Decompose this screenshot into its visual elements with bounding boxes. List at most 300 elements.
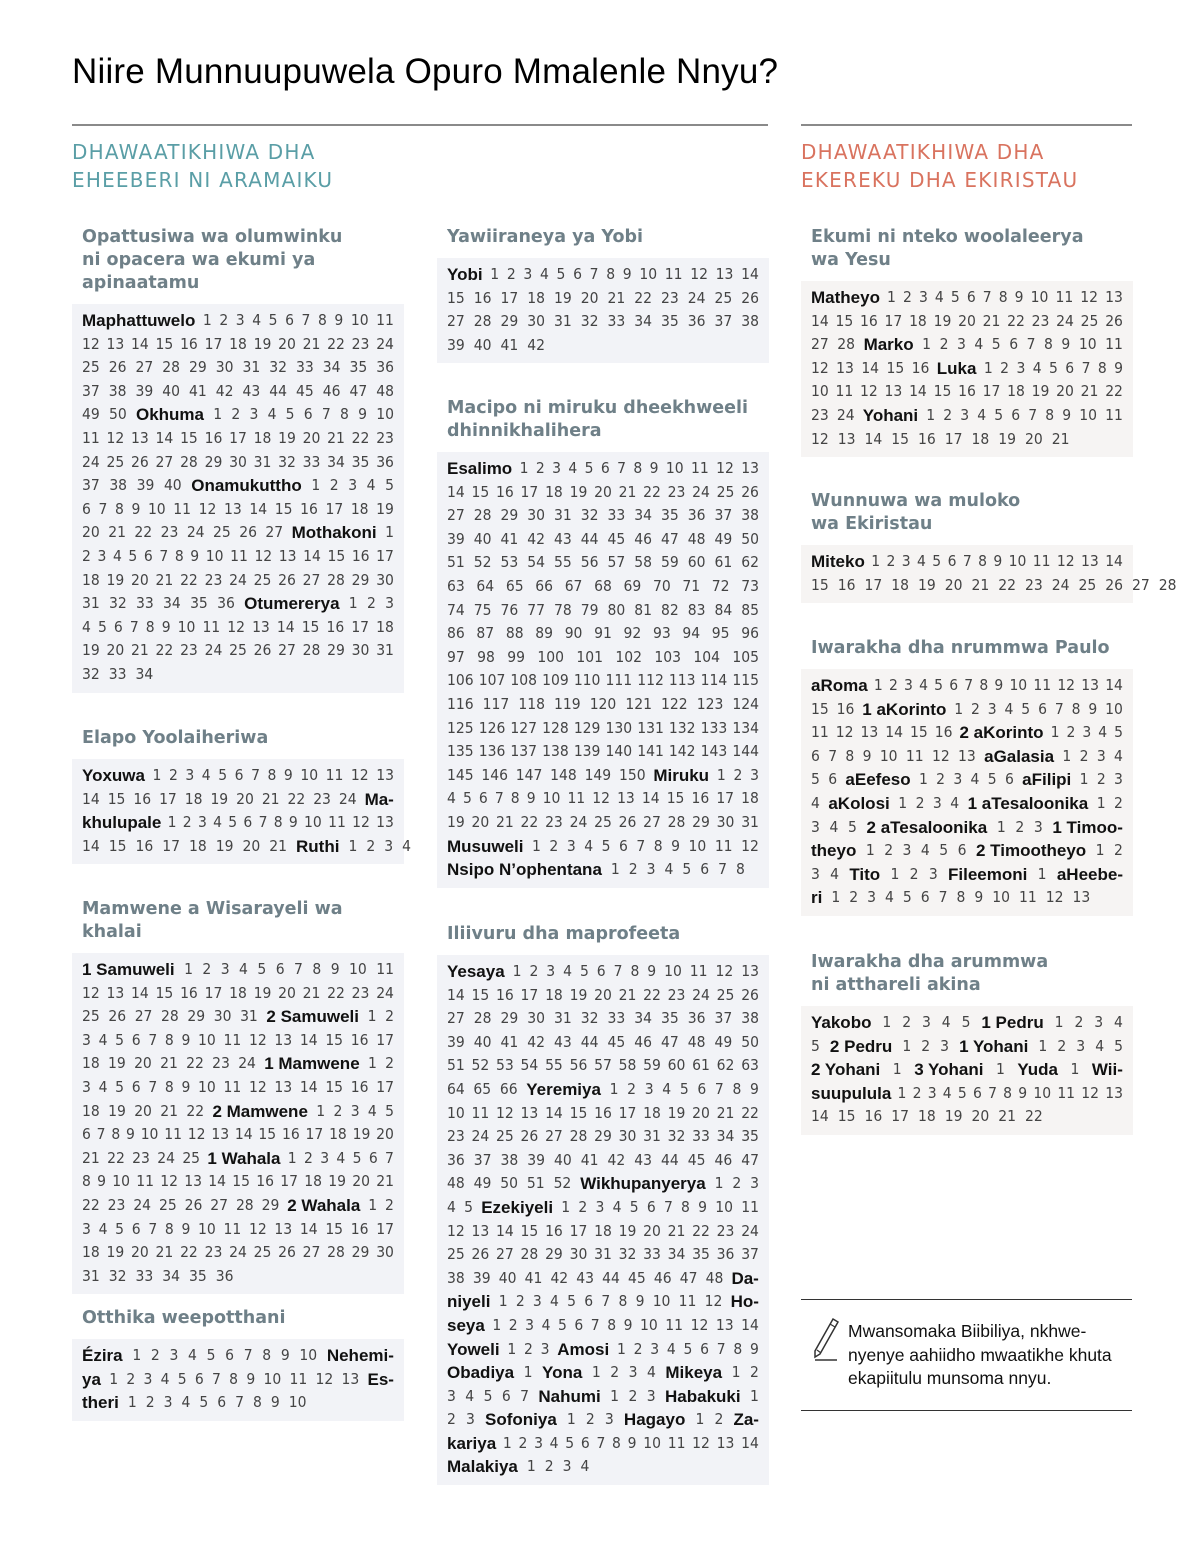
chapter-checkbox[interactable]: 26 [1105, 311, 1123, 330]
chapter-checkbox[interactable]: 3 [97, 546, 107, 565]
chapter-checkbox[interactable]: 65 [473, 1079, 492, 1098]
chapter-checkbox[interactable]: 30 [215, 358, 234, 377]
chapter-checkbox[interactable]: 3 [566, 836, 576, 855]
chapter-checkbox[interactable]: 5 [567, 1292, 577, 1311]
chapter-checkbox[interactable]: 34 [135, 664, 154, 683]
chapter-checkbox[interactable]: 9 [288, 813, 298, 832]
chapter-checkbox[interactable]: 10 [304, 813, 322, 832]
chapter-checkbox[interactable]: 7 [212, 1369, 221, 1388]
chapter-checkbox[interactable]: 17 [229, 428, 247, 447]
chapter-checkbox[interactable]: 24 [836, 405, 855, 424]
chapter-checkbox[interactable]: 12 [254, 546, 273, 565]
chapter-checkbox[interactable]: 4 [830, 864, 840, 883]
chapter-checkbox[interactable]: 86 [447, 624, 465, 643]
chapter-checkbox[interactable]: 43 [576, 1268, 595, 1287]
chapter-checkbox[interactable]: 23 [667, 985, 686, 1004]
chapter-checkbox[interactable]: 5 [385, 476, 394, 495]
chapter-checkbox[interactable]: 6 [303, 405, 313, 424]
chapter-checkbox[interactable]: 72 [711, 576, 730, 595]
chapter-checkbox[interactable]: 2 [633, 1339, 643, 1358]
chapter-checkbox[interactable]: 25 [594, 812, 612, 831]
chapter-checkbox[interactable]: 10 [688, 836, 707, 855]
chapter-checkbox[interactable]: 9 [635, 1292, 645, 1311]
chapter-checkbox[interactable]: 2 [549, 836, 559, 855]
chapter-checkbox[interactable]: 14 [811, 311, 829, 330]
chapter-checkbox[interactable]: 16 [860, 311, 878, 330]
chapter-checkbox[interactable]: 19 [106, 1243, 125, 1262]
chapter-checkbox[interactable]: 12 [187, 1125, 206, 1144]
chapter-checkbox[interactable]: 8 [164, 1030, 174, 1049]
chapter-checkbox[interactable]: 46 [714, 1150, 733, 1169]
chapter-checkbox[interactable]: 7 [718, 860, 728, 879]
chapter-checkbox[interactable]: 4 [568, 459, 578, 477]
chapter-checkbox[interactable]: 4 [1095, 1036, 1105, 1055]
chapter-checkbox[interactable]: 27 [210, 1195, 229, 1214]
chapter-checkbox[interactable]: 4 [541, 1315, 551, 1334]
chapter-checkbox[interactable]: 37 [741, 1245, 759, 1264]
chapter-checkbox[interactable]: 5 [682, 860, 692, 879]
chapter-checkbox[interactable]: 22 [287, 789, 306, 808]
chapter-checkbox[interactable]: 12 [715, 962, 734, 980]
chapter-checkbox[interactable]: 17 [351, 617, 370, 636]
chapter-checkbox[interactable]: 13 [131, 428, 149, 447]
chapter-checkbox[interactable]: 5 [228, 813, 238, 832]
chapter-checkbox[interactable]: 36 [716, 1245, 735, 1264]
chapter-checkbox[interactable]: 1 [367, 1054, 377, 1073]
chapter-checkbox[interactable]: 66 [499, 1079, 518, 1098]
chapter-checkbox[interactable]: 25 [213, 523, 231, 542]
chapter-checkbox[interactable]: 2 [1074, 1013, 1084, 1031]
chapter-checkbox[interactable]: 6 [131, 1077, 141, 1096]
chapter-checkbox[interactable]: 12 [248, 1077, 267, 1096]
chapter-checkbox[interactable]: 132 [668, 718, 696, 737]
chapter-checkbox[interactable]: 12 [248, 1030, 267, 1049]
chapter-checkbox[interactable]: 2 [145, 1393, 155, 1412]
chapter-checkbox[interactable]: 4 [267, 405, 277, 424]
chapter-checkbox[interactable]: 11 [1105, 335, 1123, 354]
chapter-checkbox[interactable]: 2 [714, 1410, 724, 1429]
chapter-checkbox[interactable]: 18 [741, 789, 759, 808]
chapter-checkbox[interactable]: 28 [302, 641, 321, 660]
chapter-checkbox[interactable]: 14 [303, 546, 321, 565]
chapter-checkbox[interactable]: 8 [612, 1433, 621, 1452]
chapter-checkbox[interactable]: 15 [933, 382, 952, 401]
chapter-checkbox[interactable]: 19 [108, 1101, 126, 1120]
chapter-checkbox[interactable]: 12 [198, 499, 217, 518]
chapter-checkbox[interactable]: 8 [979, 676, 989, 694]
chapter-checkbox[interactable]: 34 [327, 452, 345, 471]
chapter-checkbox[interactable]: 79 [580, 600, 599, 619]
chapter-checkbox[interactable]: 146 [481, 765, 509, 784]
chapter-checkbox[interactable]: 38 [108, 381, 127, 400]
chapter-checkbox[interactable]: 19 [108, 1054, 126, 1073]
chapter-checkbox[interactable]: 28 [473, 312, 492, 331]
chapter-checkbox[interactable]: 30 [569, 1245, 588, 1264]
chapter-checkbox[interactable]: 3 [163, 1393, 173, 1412]
chapter-checkbox[interactable]: 20 [82, 523, 100, 542]
chapter-checkbox[interactable]: 29 [351, 570, 370, 589]
chapter-checkbox[interactable]: 9 [1062, 405, 1072, 424]
chapter-checkbox[interactable]: 23 [204, 1243, 223, 1262]
chapter-checkbox[interactable]: 16 [256, 1172, 274, 1191]
chapter-checkbox[interactable]: 2 [886, 552, 896, 570]
chapter-checkbox[interactable]: 4 [201, 766, 211, 784]
chapter-checkbox[interactable]: 31 [594, 1245, 612, 1264]
chapter-checkbox[interactable]: 5 [115, 1219, 125, 1238]
chapter-checkbox[interactable]: 51 [447, 1056, 465, 1075]
chapter-checkbox[interactable]: 116 [447, 694, 474, 713]
chapter-checkbox[interactable]: 3 [644, 1079, 654, 1098]
chapter-checkbox[interactable]: 7 [258, 813, 268, 832]
chapter-checkbox[interactable]: 2 [936, 770, 946, 789]
chapter-checkbox[interactable]: 40 [473, 529, 492, 548]
chapter-checkbox[interactable]: 29 [204, 452, 223, 471]
chapter-checkbox[interactable]: 5 [1049, 358, 1058, 377]
chapter-checkbox[interactable]: 22 [155, 641, 174, 660]
chapter-checkbox[interactable]: 48 [447, 1174, 465, 1193]
chapter-checkbox[interactable]: 6 [217, 1393, 227, 1412]
chapter-checkbox[interactable]: 30 [716, 812, 735, 831]
chapter-checkbox[interactable]: 30 [527, 1009, 545, 1028]
chapter-checkbox[interactable]: 9 [1018, 1083, 1028, 1102]
chapter-checkbox[interactable]: 8 [845, 746, 855, 765]
chapter-checkbox[interactable]: 11 [223, 1077, 242, 1096]
chapter-checkbox[interactable]: 2 [732, 1174, 742, 1193]
chapter-checkbox[interactable]: 1 [184, 960, 193, 978]
chapter-checkbox[interactable]: 136 [478, 742, 506, 761]
chapter-checkbox[interactable]: 11 [905, 746, 924, 765]
chapter-checkbox[interactable]: 13 [617, 789, 635, 808]
chapter-checkbox[interactable]: 14 [864, 429, 883, 448]
chapter-checkbox[interactable]: 4 [82, 617, 91, 636]
chapter-checkbox[interactable]: 1 [865, 841, 875, 860]
chapter-checkbox[interactable]: 32 [278, 452, 296, 471]
chapter-checkbox[interactable]: 12 [811, 429, 829, 448]
chapter-checkbox[interactable]: 7 [159, 546, 169, 565]
chapter-checkbox[interactable]: 34 [634, 506, 652, 525]
chapter-checkbox[interactable]: 17 [376, 1030, 394, 1049]
chapter-checkbox[interactable]: 2 [1114, 841, 1123, 860]
chapter-checkbox[interactable]: 4 [1114, 1013, 1123, 1031]
chapter-checkbox[interactable]: 38 [741, 312, 759, 331]
chapter-checkbox[interactable]: 10 [1009, 676, 1028, 694]
chapter-checkbox[interactable]: 2 [304, 1148, 313, 1167]
chapter-checkbox[interactable]: 1 [367, 1007, 377, 1026]
chapter-checkbox[interactable]: 149 [584, 765, 612, 784]
chapter-checkbox[interactable]: 127 [510, 718, 538, 737]
chapter-checkbox[interactable]: 10 [140, 1125, 159, 1144]
chapter-checkbox[interactable]: 18 [229, 983, 247, 1002]
chapter-checkbox[interactable]: 4 [647, 1363, 656, 1382]
chapter-checkbox[interactable]: 8 [1044, 335, 1053, 354]
chapter-checkbox[interactable]: 3 [348, 476, 358, 495]
chapter-checkbox[interactable]: 34 [634, 1009, 652, 1028]
chapter-checkbox[interactable]: 1 [898, 793, 908, 812]
chapter-checkbox[interactable]: 9 [623, 1315, 633, 1334]
chapter-checkbox[interactable]: 12 [82, 983, 100, 1002]
chapter-checkbox[interactable]: 3 [811, 864, 820, 883]
chapter-checkbox[interactable]: 23 [376, 428, 394, 447]
chapter-checkbox[interactable]: 7 [589, 265, 599, 283]
chapter-checkbox[interactable]: 11 [689, 962, 708, 980]
chapter-checkbox[interactable]: 70 [652, 576, 671, 595]
chapter-checkbox[interactable]: 33 [296, 358, 314, 377]
chapter-checkbox[interactable]: 15 [811, 575, 829, 594]
chapter-checkbox[interactable]: 24 [204, 641, 223, 660]
chapter-checkbox[interactable]: 9 [181, 1219, 191, 1238]
chapter-checkbox[interactable]: 3 [447, 1386, 456, 1405]
chapter-checkbox[interactable]: 19 [998, 429, 1016, 448]
chapter-checkbox[interactable]: 2 [515, 1292, 525, 1311]
chapter-checkbox[interactable]: 26 [278, 1243, 296, 1262]
chapter-checkbox[interactable]: 65 [505, 576, 524, 595]
chapter-checkbox[interactable]: 21 [155, 570, 174, 589]
chapter-checkbox[interactable]: 7 [235, 1393, 244, 1412]
chapter-checkbox[interactable]: 2 [943, 405, 953, 424]
chapter-checkbox[interactable]: 25 [253, 1243, 272, 1262]
chapter-checkbox[interactable]: 97 [447, 647, 465, 666]
chapter-checkbox[interactable]: 3 [940, 1036, 950, 1055]
chapter-checkbox[interactable]: 18 [545, 482, 563, 501]
chapter-checkbox[interactable]: 8 [978, 552, 987, 570]
chapter-checkbox[interactable]: 20 [643, 1221, 661, 1240]
chapter-checkbox[interactable]: 12 [496, 1103, 514, 1122]
chapter-checkbox[interactable]: 2 [849, 888, 859, 907]
chapter-checkbox[interactable]: 10 [198, 1077, 216, 1096]
chapter-checkbox[interactable]: 63 [447, 576, 465, 595]
chapter-checkbox[interactable]: 2 [884, 841, 894, 860]
chapter-checkbox[interactable]: 3 [82, 1077, 91, 1096]
chapter-checkbox[interactable]: 27 [447, 312, 465, 331]
chapter-checkbox[interactable]: 16 [496, 985, 514, 1004]
chapter-checkbox[interactable]: 18 [253, 428, 272, 447]
chapter-checkbox[interactable]: 26 [184, 1195, 203, 1214]
chapter-checkbox[interactable]: 6 [82, 1125, 91, 1144]
chapter-checkbox[interactable]: 33 [302, 452, 321, 471]
chapter-checkbox[interactable]: 20 [594, 985, 612, 1004]
chapter-checkbox[interactable]: 13 [106, 983, 125, 1002]
chapter-checkbox[interactable]: 89 [535, 624, 554, 643]
chapter-checkbox[interactable]: 24 [687, 288, 706, 307]
chapter-checkbox[interactable]: 28 [161, 1007, 179, 1026]
chapter-checkbox[interactable]: 16 [135, 836, 154, 855]
chapter-checkbox[interactable]: 108 [510, 671, 538, 690]
chapter-checkbox[interactable]: 3 [220, 960, 230, 978]
chapter-checkbox[interactable]: 29 [327, 641, 345, 660]
chapter-checkbox[interactable]: 34 [163, 594, 181, 613]
chapter-checkbox[interactable]: 11 [223, 1219, 242, 1238]
chapter-checkbox[interactable]: 60 [667, 1056, 686, 1075]
chapter-checkbox[interactable]: 50 [500, 1174, 519, 1193]
chapter-checkbox[interactable]: 11 [376, 311, 394, 329]
chapter-checkbox[interactable]: 17 [280, 1172, 298, 1191]
chapter-checkbox[interactable]: 4 [563, 962, 572, 980]
chapter-checkbox[interactable]: 36 [376, 358, 394, 377]
chapter-checkbox[interactable]: 11 [811, 723, 829, 742]
chapter-checkbox[interactable]: 6 [949, 676, 959, 694]
chapter-checkbox[interactable]: 8 [164, 1219, 174, 1238]
chapter-checkbox[interactable]: 26 [520, 1127, 539, 1146]
chapter-checkbox[interactable]: 14 [447, 482, 465, 501]
chapter-checkbox[interactable]: 28 [1158, 575, 1177, 594]
chapter-checkbox[interactable]: 5 [848, 817, 857, 836]
chapter-checkbox[interactable]: 12 [692, 1433, 710, 1452]
chapter-checkbox[interactable]: 59 [643, 1056, 661, 1075]
chapter-checkbox[interactable]: 142 [668, 742, 696, 761]
chapter-checkbox[interactable]: 110 [573, 671, 601, 690]
chapter-checkbox[interactable]: 19 [944, 1107, 963, 1126]
chapter-checkbox[interactable]: 4 [367, 1101, 377, 1120]
chapter-checkbox[interactable]: 58 [634, 553, 652, 572]
chapter-checkbox[interactable]: 1 [922, 335, 932, 354]
chapter-checkbox[interactable]: 121 [625, 694, 652, 713]
chapter-checkbox[interactable]: 2 [518, 1433, 528, 1452]
chapter-checkbox[interactable]: 2 [921, 1036, 931, 1055]
chapter-checkbox[interactable]: 12 [227, 617, 245, 636]
chapter-checkbox[interactable]: 3 [540, 1339, 550, 1358]
chapter-checkbox[interactable]: 2 [888, 676, 898, 694]
chapter-checkbox[interactable]: 4 [336, 1148, 346, 1167]
chapter-checkbox[interactable]: 27 [643, 812, 661, 831]
chapter-checkbox[interactable]: 35 [189, 1266, 207, 1285]
chapter-checkbox[interactable]: 1 [996, 817, 1006, 836]
chapter-checkbox[interactable]: 54 [527, 553, 545, 572]
chapter-checkbox[interactable]: 5 [679, 1079, 689, 1098]
chapter-checkbox[interactable]: 32 [580, 312, 599, 331]
chapter-checkbox[interactable]: 7 [636, 836, 646, 855]
chapter-checkbox[interactable]: 2 [1066, 723, 1076, 742]
chapter-checkbox[interactable]: 135 [447, 742, 474, 761]
chapter-checkbox[interactable]: 99 [507, 647, 525, 666]
chapter-checkbox[interactable]: 2 [385, 1195, 394, 1214]
chapter-checkbox[interactable]: 1 [714, 1174, 724, 1193]
chapter-checkbox[interactable]: 18 [643, 1103, 661, 1122]
chapter-checkbox[interactable]: 12 [160, 1172, 178, 1191]
chapter-checkbox[interactable]: 113 [668, 671, 696, 690]
chapter-checkbox[interactable]: 45 [607, 529, 626, 548]
chapter-checkbox[interactable]: 15 [837, 1107, 856, 1126]
chapter-checkbox[interactable]: 1 [610, 1386, 620, 1405]
chapter-checkbox[interactable]: 55 [554, 553, 572, 572]
chapter-checkbox[interactable]: 56 [569, 1056, 588, 1075]
chapter-checkbox[interactable]: 7 [828, 746, 838, 765]
chapter-checkbox[interactable]: 10 [1030, 288, 1049, 306]
chapter-checkbox[interactable]: 18 [350, 499, 369, 518]
chapter-checkbox[interactable]: 17 [891, 1107, 909, 1126]
chapter-checkbox[interactable]: 14 [249, 499, 268, 518]
chapter-checkbox[interactable]: 9 [190, 546, 200, 565]
chapter-checkbox[interactable]: 5 [352, 1148, 362, 1167]
chapter-checkbox[interactable]: 120 [589, 694, 617, 713]
chapter-checkbox[interactable]: 6 [966, 288, 976, 306]
chapter-checkbox[interactable]: 4 [664, 860, 674, 879]
chapter-checkbox[interactable]: 87 [476, 624, 495, 643]
chapter-checkbox[interactable]: 11 [714, 836, 733, 855]
chapter-checkbox[interactable]: 42 [527, 1032, 545, 1051]
chapter-checkbox[interactable]: 16 [837, 575, 856, 594]
chapter-checkbox[interactable]: 24 [471, 1127, 490, 1146]
chapter-checkbox[interactable]: 37 [714, 312, 733, 331]
chapter-checkbox[interactable]: 20 [376, 1125, 394, 1144]
chapter-checkbox[interactable]: 11 [289, 1369, 308, 1388]
chapter-checkbox[interactable]: 37 [473, 1150, 492, 1169]
chapter-checkbox[interactable]: 20 [242, 836, 261, 855]
chapter-checkbox[interactable]: 9 [649, 459, 659, 477]
chapter-checkbox[interactable]: 22 [692, 1221, 710, 1240]
chapter-checkbox[interactable]: 18 [184, 789, 203, 808]
chapter-checkbox[interactable]: 1 [695, 1410, 705, 1429]
chapter-checkbox[interactable]: 3 [902, 841, 912, 860]
chapter-checkbox[interactable]: 8 [510, 789, 520, 808]
chapter-checkbox[interactable]: 34 [667, 1245, 686, 1264]
chapter-checkbox[interactable]: 16 [180, 334, 198, 353]
chapter-checkbox[interactable]: 141 [637, 742, 664, 761]
chapter-checkbox[interactable]: 8 [252, 1393, 262, 1412]
chapter-checkbox[interactable]: 33 [135, 1266, 154, 1285]
chapter-checkbox[interactable]: 119 [554, 694, 581, 713]
chapter-checkbox[interactable]: 2 [1114, 793, 1123, 812]
chapter-checkbox[interactable]: 15 [886, 358, 905, 377]
chapter-checkbox[interactable]: 6 [243, 813, 253, 832]
chapter-checkbox[interactable]: 3 [384, 836, 394, 855]
chapter-checkbox[interactable]: 19 [253, 334, 272, 353]
chapter-checkbox[interactable]: 1 [523, 1363, 533, 1382]
chapter-checkbox[interactable]: 3 [904, 676, 913, 694]
chapter-checkbox[interactable]: 35 [741, 1127, 759, 1146]
chapter-checkbox[interactable]: 1 [731, 1363, 741, 1382]
chapter-checkbox[interactable]: 5 [994, 405, 1004, 424]
chapter-checkbox[interactable]: 4 [1004, 699, 1014, 718]
chapter-checkbox[interactable]: 11 [1018, 888, 1037, 907]
chapter-checkbox[interactable]: 98 [477, 647, 495, 666]
chapter-checkbox[interactable]: 11 [328, 813, 346, 832]
chapter-checkbox[interactable]: 7 [148, 1030, 158, 1049]
chapter-checkbox[interactable]: 6 [1011, 405, 1021, 424]
chapter-checkbox[interactable]: 6 [285, 311, 294, 329]
chapter-checkbox[interactable]: 14 [234, 1125, 253, 1144]
chapter-checkbox[interactable]: 22 [643, 482, 661, 501]
chapter-checkbox[interactable]: 2 [150, 1346, 160, 1364]
chapter-checkbox[interactable]: 14 [299, 1077, 318, 1096]
chapter-checkbox[interactable]: 1 [926, 405, 936, 424]
chapter-checkbox[interactable]: 9 [1088, 699, 1098, 718]
chapter-checkbox[interactable]: 8 [681, 1197, 690, 1216]
chapter-checkbox[interactable]: 12 [315, 1369, 334, 1388]
chapter-checkbox[interactable]: 4 [252, 311, 262, 329]
chapter-checkbox[interactable]: 8 [736, 860, 745, 879]
chapter-checkbox[interactable]: 8 [1071, 699, 1081, 718]
chapter-checkbox[interactable]: 41 [500, 1032, 519, 1051]
chapter-checkbox[interactable]: 7 [385, 1148, 394, 1167]
chapter-checkbox[interactable]: 15 [232, 1172, 250, 1191]
chapter-checkbox[interactable]: 24 [1056, 311, 1074, 330]
chapter-checkbox[interactable]: 61 [714, 553, 733, 572]
chapter-checkbox[interactable]: 8 [273, 813, 283, 832]
chapter-checkbox[interactable]: 7 [301, 311, 311, 329]
chapter-checkbox[interactable]: 14 [131, 334, 149, 353]
chapter-checkbox[interactable]: 37 [714, 1009, 733, 1028]
chapter-checkbox[interactable]: 4 [829, 817, 839, 836]
chapter-checkbox[interactable]: 9 [627, 1433, 637, 1452]
chapter-checkbox[interactable]: 29 [545, 1245, 563, 1264]
chapter-checkbox[interactable]: 13 [741, 962, 759, 980]
chapter-checkbox[interactable]: 1 [995, 1060, 1005, 1079]
chapter-checkbox[interactable]: 5 [1114, 723, 1123, 742]
chapter-checkbox[interactable]: 1 [1070, 1060, 1080, 1079]
chapter-checkbox[interactable]: 7 [982, 288, 992, 306]
chapter-checkbox[interactable]: 2 [1000, 358, 1010, 377]
chapter-checkbox[interactable]: 1 [152, 766, 162, 784]
